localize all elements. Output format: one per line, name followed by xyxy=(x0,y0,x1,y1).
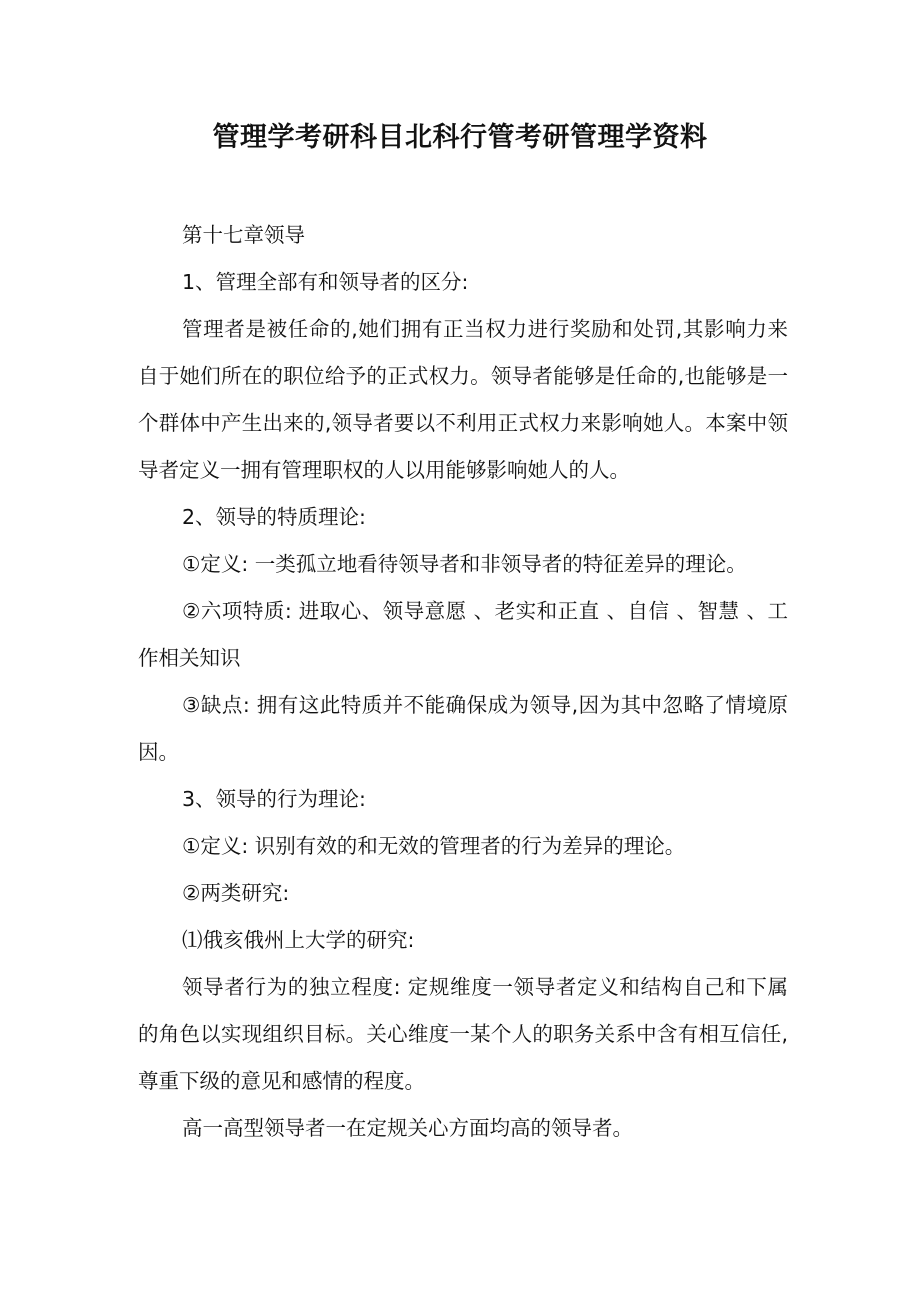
body-paragraph: 领导者行为的独立程度: 定规维度一领导者定义和结构自己和下属的角色以实现组织目标。关心维度一某个人的职务关系中含有相互信任,尊重下级的意见和感情的程度。 xyxy=(138,975,788,1093)
sub-heading: ⑴俄亥俄州上大学的研究: xyxy=(182,928,415,952)
body-paragraph: 管理者是被任命的,她们拥有正当权力进行奖励和处罚,其影响力来自于她们所在的职位给予的正式权力。领导者能够是任命的,也能够是一个群体中产生出来的,领导者要以不利用正式权力来影响她人。本案中领导者定义一拥有管理职权的人以用能够影响她人的人。 xyxy=(138,317,788,482)
list-item: ①定义: 识别有效的和无效的管理者的行为差异的理论。 xyxy=(182,834,686,858)
section-heading-2: 2、领导的特质理论: xyxy=(182,505,366,529)
list-item: ③缺点: 拥有这此特质并不能确保成为领导,因为其中忽略了情境原因。 xyxy=(138,693,788,764)
list-item: ①定义: 一类孤立地看待领导者和非领导者的特征差异的理论。 xyxy=(182,552,747,576)
chapter-heading: 第十七章领导 xyxy=(182,223,305,247)
body-paragraph: 高一高型领导者一在定规关心方面均高的领导者。 xyxy=(182,1116,633,1140)
document-body xyxy=(138,212,788,1152)
section-heading-3: 3、领导的行为理论: xyxy=(182,787,366,811)
list-item: ②两类研究: xyxy=(182,881,290,905)
section-heading-1: 1、管理全部有和领导者的区分: xyxy=(182,270,469,294)
document-title: 管理学考研科目北科行管考研管理学资料 xyxy=(212,122,708,153)
list-item: ②六项特质: 进取心、领导意愿 、老实和正直 、自信 、智慧 、工作相关知识 xyxy=(138,599,788,670)
